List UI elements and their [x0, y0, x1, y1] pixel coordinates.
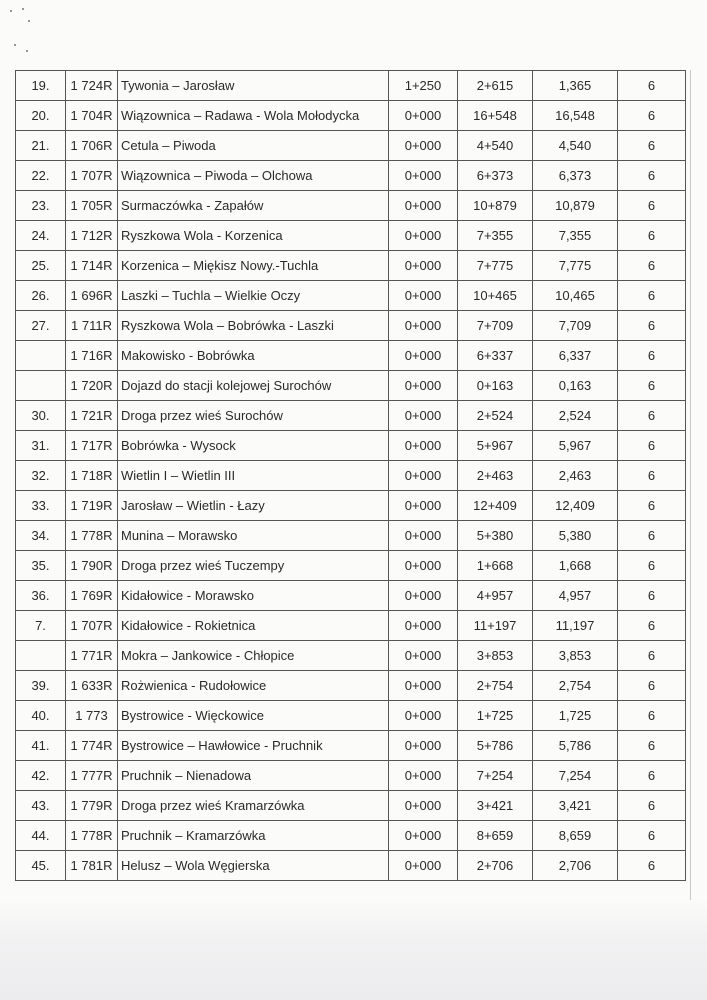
road-name: Pruchnik – Kramarzówka [118, 821, 389, 851]
road-length: 6,373 [533, 161, 618, 191]
table-row [16, 701, 686, 731]
km-end: 1+725 [458, 701, 533, 731]
road-number: 1 706R [66, 131, 118, 161]
row-number: 45. [16, 851, 66, 881]
km-start: 0+000 [389, 191, 458, 221]
km-end: 12+409 [458, 491, 533, 521]
table-row [16, 821, 686, 851]
road-name: Kidałowice - Morawsko [118, 581, 389, 611]
km-end: 0+163 [458, 371, 533, 401]
road-class: 6 [618, 341, 686, 371]
km-end: 5+967 [458, 431, 533, 461]
road-number: 1 719R [66, 491, 118, 521]
road-name: Tywonia – Jarosław [118, 71, 389, 101]
table-row [16, 551, 686, 581]
km-start: 0+000 [389, 521, 458, 551]
road-length: 1,725 [533, 701, 618, 731]
road-class: 6 [618, 731, 686, 761]
road-number: 1 779R [66, 791, 118, 821]
row-number: 23. [16, 191, 66, 221]
road-class: 6 [618, 161, 686, 191]
table-row [16, 731, 686, 761]
scan-specks [8, 6, 48, 66]
table-row [16, 851, 686, 881]
table-row [16, 791, 686, 821]
road-number: 1 720R [66, 371, 118, 401]
road-number: 1 781R [66, 851, 118, 881]
road-number: 1 774R [66, 731, 118, 761]
row-number: 41. [16, 731, 66, 761]
km-start: 0+000 [389, 821, 458, 851]
road-number: 1 711R [66, 311, 118, 341]
road-name: Droga przez wieś Kramarzówka [118, 791, 389, 821]
road-length: 1,365 [533, 71, 618, 101]
km-end: 3+853 [458, 641, 533, 671]
table-row [16, 161, 686, 191]
roads-table [15, 70, 686, 881]
km-start: 0+000 [389, 281, 458, 311]
km-start: 0+000 [389, 731, 458, 761]
road-name: Surmaczówka - Zapałów [118, 191, 389, 221]
road-length: 6,337 [533, 341, 618, 371]
row-number: 35. [16, 551, 66, 581]
km-start: 0+000 [389, 641, 458, 671]
road-class: 6 [618, 281, 686, 311]
road-class: 6 [618, 461, 686, 491]
road-class: 6 [618, 701, 686, 731]
km-end: 6+373 [458, 161, 533, 191]
row-number [16, 371, 66, 401]
road-number: 1 704R [66, 101, 118, 131]
road-class: 6 [618, 491, 686, 521]
road-length: 11,197 [533, 611, 618, 641]
table-row [16, 251, 686, 281]
road-number: 1 721R [66, 401, 118, 431]
road-name: Korzenica – Miękisz Nowy.-Tuchla [118, 251, 389, 281]
road-length: 8,659 [533, 821, 618, 851]
road-length: 4,540 [533, 131, 618, 161]
km-end: 7+355 [458, 221, 533, 251]
table-row [16, 641, 686, 671]
km-end: 2+524 [458, 401, 533, 431]
row-number [16, 641, 66, 671]
road-number: 1 707R [66, 611, 118, 641]
road-number: 1 633R [66, 671, 118, 701]
km-end: 6+337 [458, 341, 533, 371]
road-name: Wietlin I – Wietlin III [118, 461, 389, 491]
road-name: Droga przez wieś Surochów [118, 401, 389, 431]
road-class: 6 [618, 611, 686, 641]
road-class: 6 [618, 131, 686, 161]
road-length: 5,967 [533, 431, 618, 461]
km-start: 0+000 [389, 611, 458, 641]
road-class: 6 [618, 671, 686, 701]
row-number: 30. [16, 401, 66, 431]
road-number: 1 717R [66, 431, 118, 461]
km-end: 7+775 [458, 251, 533, 281]
km-start: 0+000 [389, 221, 458, 251]
km-end: 4+540 [458, 131, 533, 161]
km-end: 2+463 [458, 461, 533, 491]
road-class: 6 [618, 581, 686, 611]
row-number: 24. [16, 221, 66, 251]
road-name: Helusz – Wola Węgierska [118, 851, 389, 881]
road-number: 1 707R [66, 161, 118, 191]
km-start: 0+000 [389, 761, 458, 791]
road-name: Droga przez wieś Tuczempy [118, 551, 389, 581]
road-length: 10,879 [533, 191, 618, 221]
road-length: 3,421 [533, 791, 618, 821]
km-end: 10+879 [458, 191, 533, 221]
km-end: 11+197 [458, 611, 533, 641]
km-start: 0+000 [389, 551, 458, 581]
km-end: 5+380 [458, 521, 533, 551]
roads-table-body [16, 71, 686, 881]
km-start: 0+000 [389, 791, 458, 821]
table-row [16, 221, 686, 251]
road-name: Ryszkowa Wola - Korzenica [118, 221, 389, 251]
road-name: Bystrowice – Hawłowice - Pruchnik [118, 731, 389, 761]
scan-bottom-margin [0, 900, 707, 1000]
road-class: 6 [618, 401, 686, 431]
km-start: 0+000 [389, 161, 458, 191]
road-length: 7,775 [533, 251, 618, 281]
km-start: 0+000 [389, 311, 458, 341]
table-row [16, 491, 686, 521]
road-class: 6 [618, 551, 686, 581]
table-row [16, 371, 686, 401]
road-number: 1 712R [66, 221, 118, 251]
km-end: 7+709 [458, 311, 533, 341]
table-row [16, 431, 686, 461]
km-end: 1+668 [458, 551, 533, 581]
road-class: 6 [618, 791, 686, 821]
road-length: 10,465 [533, 281, 618, 311]
road-class: 6 [618, 221, 686, 251]
km-end: 8+659 [458, 821, 533, 851]
km-start: 0+000 [389, 671, 458, 701]
km-end: 7+254 [458, 761, 533, 791]
road-name: Dojazd do stacji kolejowej Surochów [118, 371, 389, 401]
row-number: 44. [16, 821, 66, 851]
row-number: 34. [16, 521, 66, 551]
km-start: 0+000 [389, 131, 458, 161]
road-name: Kidałowice - Rokietnica [118, 611, 389, 641]
road-class: 6 [618, 191, 686, 221]
road-name: Jarosław – Wietlin - Łazy [118, 491, 389, 521]
road-number: 1 724R [66, 71, 118, 101]
row-number: 40. [16, 701, 66, 731]
row-number: 39. [16, 671, 66, 701]
row-number: 42. [16, 761, 66, 791]
km-start: 0+000 [389, 101, 458, 131]
road-length: 2,463 [533, 461, 618, 491]
road-number: 1 696R [66, 281, 118, 311]
road-length: 1,668 [533, 551, 618, 581]
road-class: 6 [618, 761, 686, 791]
road-number: 1 705R [66, 191, 118, 221]
road-length: 2,754 [533, 671, 618, 701]
road-name: Wiązownica – Radawa - Wola Mołodycka [118, 101, 389, 131]
table-row [16, 71, 686, 101]
road-name: Cetula – Piwoda [118, 131, 389, 161]
row-number: 20. [16, 101, 66, 131]
road-number: 1 771R [66, 641, 118, 671]
road-name: Wiązownica – Piwoda – Olchowa [118, 161, 389, 191]
road-number: 1 790R [66, 551, 118, 581]
table-row [16, 611, 686, 641]
road-length: 2,524 [533, 401, 618, 431]
road-number: 1 778R [66, 521, 118, 551]
table-row [16, 521, 686, 551]
road-name: Rożwienica - Rudołowice [118, 671, 389, 701]
road-number: 1 718R [66, 461, 118, 491]
row-number [16, 341, 66, 371]
road-number: 1 714R [66, 251, 118, 281]
table-row [16, 191, 686, 221]
road-class: 6 [618, 371, 686, 401]
table-row [16, 131, 686, 161]
row-number: 25. [16, 251, 66, 281]
km-end: 16+548 [458, 101, 533, 131]
row-number: 31. [16, 431, 66, 461]
km-start: 0+000 [389, 491, 458, 521]
road-length: 7,355 [533, 221, 618, 251]
table-row [16, 461, 686, 491]
road-name: Bobrówka - Wysock [118, 431, 389, 461]
row-number: 32. [16, 461, 66, 491]
table-row [16, 671, 686, 701]
row-number: 7. [16, 611, 66, 641]
road-length: 7,254 [533, 761, 618, 791]
row-number: 27. [16, 311, 66, 341]
row-number: 19. [16, 71, 66, 101]
road-name: Ryszkowa Wola – Bobrówka - Laszki [118, 311, 389, 341]
row-number: 26. [16, 281, 66, 311]
road-class: 6 [618, 101, 686, 131]
km-start: 0+000 [389, 581, 458, 611]
road-length: 4,957 [533, 581, 618, 611]
table-row [16, 761, 686, 791]
road-length: 12,409 [533, 491, 618, 521]
scan-edge-line [690, 70, 691, 1000]
road-class: 6 [618, 251, 686, 281]
km-end: 2+754 [458, 671, 533, 701]
km-start: 0+000 [389, 431, 458, 461]
road-length: 7,709 [533, 311, 618, 341]
table-row [16, 581, 686, 611]
road-name: Pruchnik – Nienadowa [118, 761, 389, 791]
road-length: 0,163 [533, 371, 618, 401]
km-start: 0+000 [389, 851, 458, 881]
table-row [16, 341, 686, 371]
road-class: 6 [618, 851, 686, 881]
km-start: 0+000 [389, 251, 458, 281]
road-length: 2,706 [533, 851, 618, 881]
km-start: 0+000 [389, 401, 458, 431]
row-number: 21. [16, 131, 66, 161]
km-start: 0+000 [389, 701, 458, 731]
road-class: 6 [618, 431, 686, 461]
road-name: Makowisko - Bobrówka [118, 341, 389, 371]
road-length: 3,853 [533, 641, 618, 671]
km-start: 0+000 [389, 461, 458, 491]
road-number: 1 777R [66, 761, 118, 791]
road-name: Mokra – Jankowice - Chłopice [118, 641, 389, 671]
road-name: Laszki – Tuchla – Wielkie Oczy [118, 281, 389, 311]
road-class: 6 [618, 641, 686, 671]
km-end: 2+615 [458, 71, 533, 101]
km-end: 10+465 [458, 281, 533, 311]
table-row [16, 401, 686, 431]
road-name: Bystrowice - Więckowice [118, 701, 389, 731]
table-row [16, 101, 686, 131]
km-end: 5+786 [458, 731, 533, 761]
road-number: 1 778R [66, 821, 118, 851]
km-end: 3+421 [458, 791, 533, 821]
road-length: 5,380 [533, 521, 618, 551]
road-name: Munina – Morawsko [118, 521, 389, 551]
road-class: 6 [618, 311, 686, 341]
table-row [16, 311, 686, 341]
km-end: 4+957 [458, 581, 533, 611]
road-class: 6 [618, 71, 686, 101]
road-class: 6 [618, 821, 686, 851]
road-length: 16,548 [533, 101, 618, 131]
km-start: 0+000 [389, 341, 458, 371]
row-number: 22. [16, 161, 66, 191]
road-number: 1 716R [66, 341, 118, 371]
road-number: 1 769R [66, 581, 118, 611]
km-start: 0+000 [389, 371, 458, 401]
km-start: 1+250 [389, 71, 458, 101]
table-row [16, 281, 686, 311]
km-end: 2+706 [458, 851, 533, 881]
row-number: 33. [16, 491, 66, 521]
row-number: 43. [16, 791, 66, 821]
row-number: 36. [16, 581, 66, 611]
road-number: 1 773 [66, 701, 118, 731]
road-class: 6 [618, 521, 686, 551]
road-length: 5,786 [533, 731, 618, 761]
